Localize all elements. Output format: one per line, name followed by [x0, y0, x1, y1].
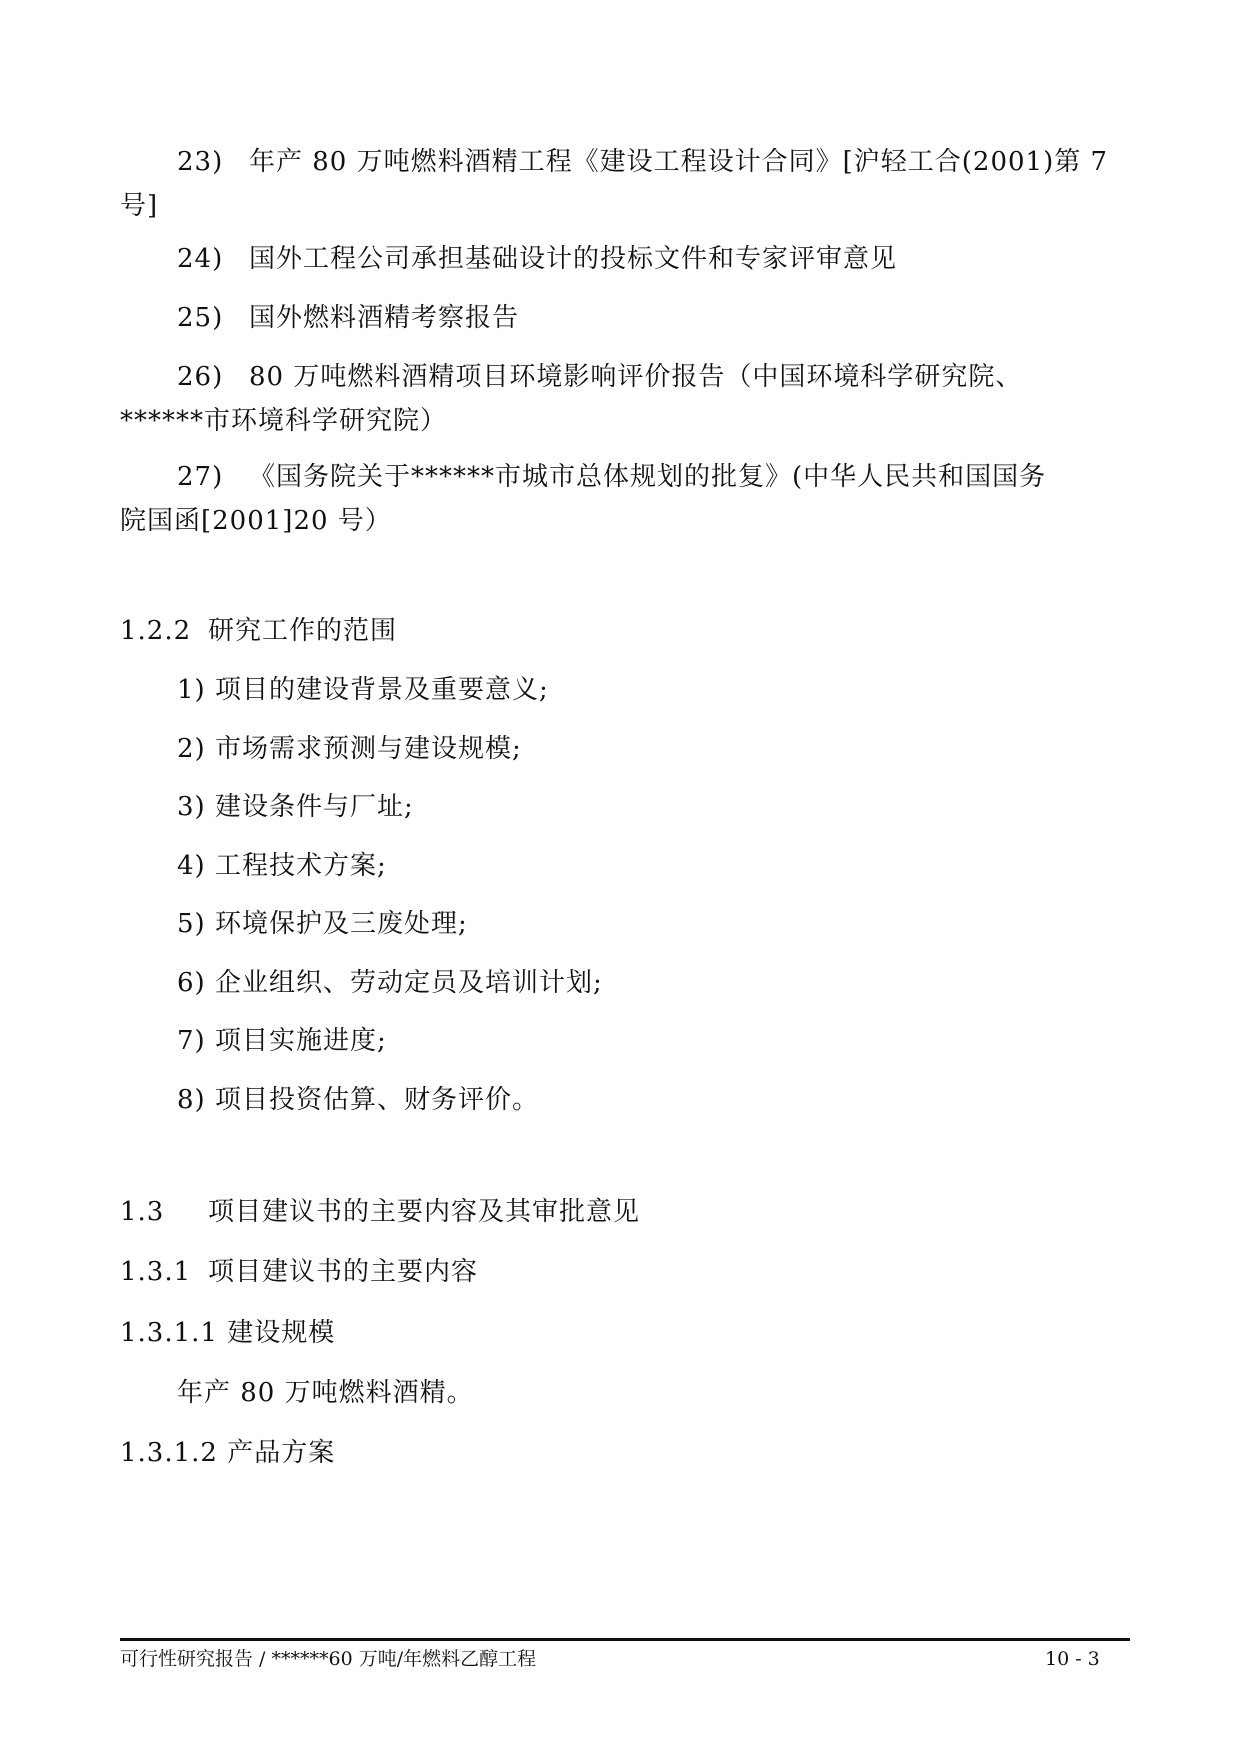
- reference-text: 国外工程公司承担基础设计的投标文件和专家评审意见: [249, 244, 898, 274]
- reference-number: 23): [177, 147, 224, 177]
- scope-list-item: 2) 市场需求预测与建设规模;: [177, 734, 522, 764]
- scope-list-item: 3) 建设条件与厂址;: [177, 792, 414, 822]
- section-heading-1-3-1-1: 1.3.1.1 建设规模: [120, 1318, 336, 1348]
- reference-number: 25): [177, 303, 224, 333]
- scope-list-item: 6) 企业组织、劳动定员及培训计划;: [177, 968, 603, 998]
- scope-list-item: 5) 环境保护及三废处理;: [177, 909, 468, 939]
- reference-text: 80 万吨燃料酒精项目环境影响评价报告（中国环境科学研究院、: [249, 362, 1023, 392]
- reference-text: 国外燃料酒精考察报告: [249, 303, 520, 333]
- scope-list-item: 7) 项目实施进度;: [177, 1026, 387, 1056]
- section-heading-1-3: [120, 1196, 640, 1228]
- scope-list-item: 1) 项目的建设背景及重要意义;: [177, 675, 549, 705]
- reference-number: 24): [177, 244, 224, 274]
- section-title: 项目建议书的主要内容及其审批意见: [208, 1197, 641, 1227]
- reference-item-25: [177, 302, 519, 334]
- section-title: 项目建议书的主要内容: [208, 1257, 479, 1287]
- reference-continuation: [120, 190, 158, 222]
- reference-item-24: [177, 243, 897, 275]
- paragraph-construction-scale: 年产 80 万吨燃料酒精。: [177, 1378, 474, 1408]
- reference-item-26: [177, 361, 1022, 393]
- section-heading-1-3-1: [120, 1256, 478, 1288]
- reference-continuation: [120, 505, 392, 537]
- reference-text: 《国务院关于******市城市总体规划的批复》(中华人民共和国国务: [249, 462, 1047, 492]
- scope-list-item: 8) 项目投资估算、财务评价。: [177, 1085, 539, 1115]
- section-number: 1.3: [120, 1197, 165, 1227]
- reference-number: 27): [177, 462, 224, 492]
- section-title: 研究工作的范围: [208, 616, 398, 646]
- reference-text: 年产 80 万吨燃料酒精工程《建设工程设计合同》[沪轻工合(2001)第 7: [249, 147, 1109, 177]
- footer-title: 可行性研究报告 / ******60 万吨/年燃料乙醇工程: [120, 1648, 537, 1670]
- section-heading-1-2-2: [120, 615, 397, 647]
- section-heading-1-3-1-2: 1.3.1.2 产品方案: [120, 1438, 336, 1468]
- reference-text-cont: ******市环境科学研究院）: [120, 406, 448, 436]
- reference-item-23: [177, 146, 1108, 178]
- reference-continuation: [120, 405, 447, 437]
- scope-list-item: 4) 工程技术方案;: [177, 851, 387, 881]
- reference-text-cont: 院国函[2001]20 号）: [120, 506, 392, 536]
- reference-text-cont: 号]: [120, 191, 159, 221]
- reference-number: 26): [177, 362, 224, 392]
- footer-divider: [120, 1638, 1130, 1641]
- page-number: 10 - 3: [1045, 1648, 1100, 1670]
- reference-item-27: [177, 461, 1046, 493]
- section-number: 1.3.1: [120, 1257, 192, 1287]
- section-number: 1.2.2: [120, 616, 192, 646]
